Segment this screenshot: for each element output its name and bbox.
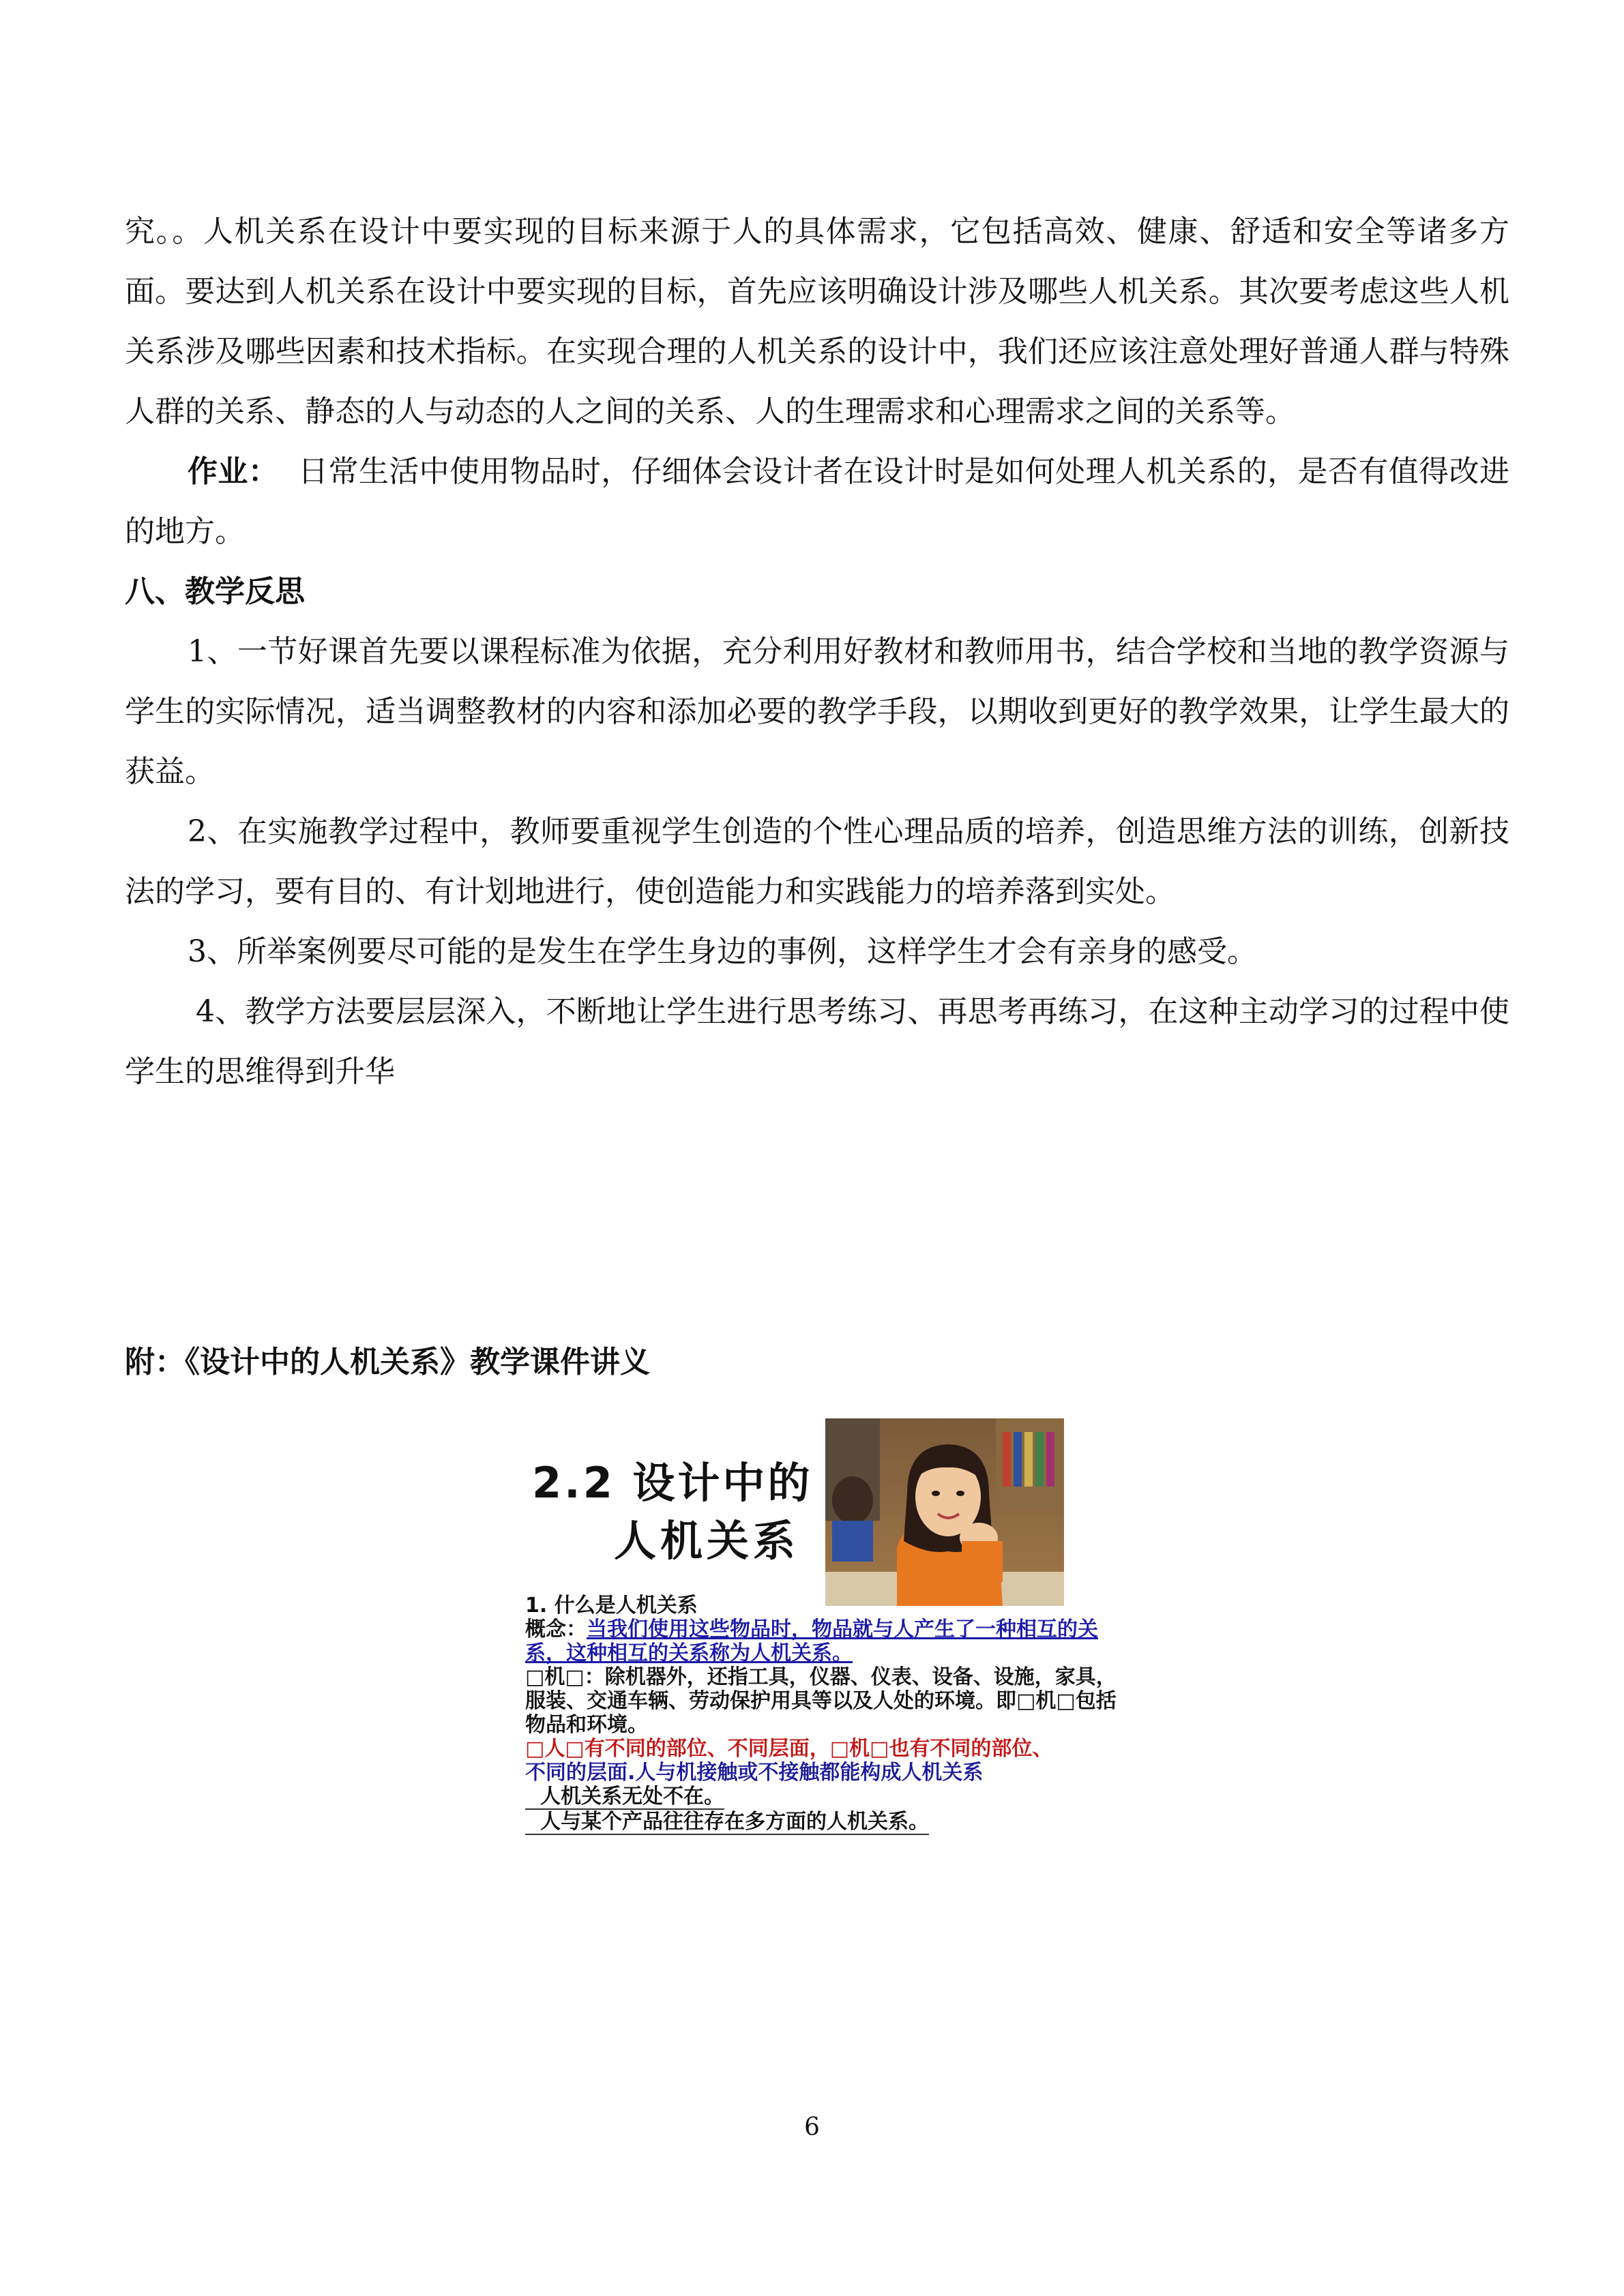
reflection-item-1: 1、一节好课首先要以课程标准为依据，充分利用好教材和教师用书，结合学校和当地的教学资源与学生的实际情况，适当调整教材的内容和添加必要的教学手段，以期收到更好的教学效果，让学生最大的获益。 [125,634,1509,789]
paragraph-homework [125,442,1509,562]
courseware-slide [525,1415,1125,1879]
slide-title-line-2: 人机关系 [614,1516,800,1566]
slide-body [525,1594,1125,1835]
slide-machine-definition: □机□：除机器外，还指工具，仪器、仪表、设备、设施，家具，服装、交通车辆、劳动保护用具等以及人处的环境。即□机□包括物品和环境。 [525,1665,1117,1737]
homework-label: 作业： [188,454,279,489]
slide-line-everywhere [525,1785,1125,1810]
concept-label: 概念： [525,1617,587,1641]
body-text [125,202,1509,1102]
slide-line-multiple-text: 人与某个产品往往存在多方面的人机关系。 [525,1810,929,1835]
paragraph-human-machine-goals: 究。。人机关系在设计中要实现的目标来源于人的具体需求，它包括高效、健康、舒适和安全等诸多方面。要达到人机关系在设计中要实现的目标，首先应该明确设计涉及哪些人机关系。其次要考虑这些人机关系涉及哪些因素和技术指标。在实现合理的人机关系的设计中，我们还应该注意处理好普通人群与特殊人群的关系、静态的人与动态的人之间的关系、人的生理需求和心理需求之间的关系等。 [125,214,1509,429]
slide-heading: 1. 什么是人机关系 [525,1594,698,1617]
student-photo-illustration [825,1418,1064,1606]
slide-line-everywhere-text: 人机关系无处不在。 [525,1785,724,1810]
slide-concept [525,1617,1125,1665]
slide-line-multiple [525,1810,1125,1835]
reflection-item-4: 4、教学方法要层层深入，不断地让学生进行思考练习、再思考再练习，在这种主动学习的过程中使学生的思维得到升华 [125,994,1509,1089]
homework-text: 日常生活中使用物品时，仔细体会设计者在设计时是如何处理人机关系的，是否有值得改进的地方。 [125,454,1509,549]
page-number: 6 [804,2113,820,2141]
slide-title-line-1: 2.2 设计中的 [532,1458,813,1508]
reflection-item-3: 3、所举案例要尽可能的是发生在学生身边的事例，这样学生才会有亲身的感受。 [188,934,1257,969]
student-photo [825,1418,1064,1606]
slide-levels-blue: 不同的层面.人与机接触或不接触都能构成人机关系 [525,1761,984,1785]
concept-text: 当我们使用这些物品时，物品就与人产生了一种相互的关系，这种相互的关系称为人机关系。 [525,1617,1098,1665]
appendix-title: 附：《设计中的人机关系》教学课件讲义 [125,1345,650,1380]
section-heading-reflection: 八、教学反思 [125,574,305,609]
slide-levels-red: □人□有不同的部位、不同层面，□机□也有不同的部位、 [525,1737,1053,1761]
reflection-item-2: 2、在实施教学过程中，教师要重视学生创造的个性心理品质的培养，创造思维方法的训练，创新技法的学习，要有目的、有计划地进行，使创造能力和实践能力的培养落到实处。 [125,814,1509,909]
